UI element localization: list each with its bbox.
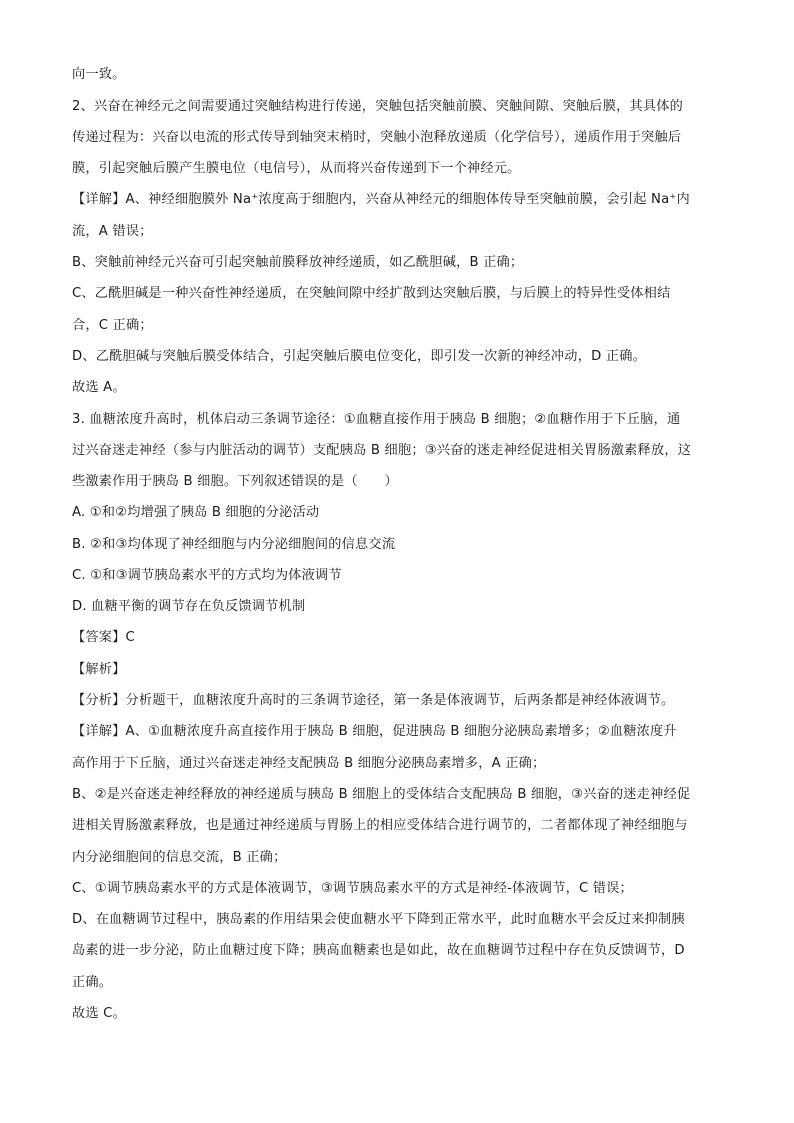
text-line: B、突触前神经元兴奋可引起突触前膜释放神经递质，如乙酰胆碱，B 正确；: [72, 255, 524, 270]
text-line: 高作用于下丘脑，通过兴奋迷走神经支配胰岛 B 细胞分泌胰岛素增多，A 正确；: [72, 756, 546, 771]
question-line: 些激素作用于胰岛 B 细胞。下列叙述错误的是（ ）: [72, 474, 398, 489]
text-line: 故选 A。: [72, 380, 126, 395]
text-line: 2、兴奋在神经元之间需要通过突触结构进行传递，突触包括突触前膜、突触间隙、突触后膜，其具体的: [72, 99, 684, 114]
text-line: 合，C 正确；: [72, 318, 153, 333]
text-line: 岛素的进一步分泌，防止血糖过度下降；胰高血糖素也是如此，故在血糖调节过程中存在负反馈调节，D: [72, 943, 685, 958]
question-line: 过兴奋迷走神经（参与内脏活动的调节）支配胰岛 B 细胞；③兴奋的迷走神经促进相关胃肠激素释放，这: [72, 443, 692, 458]
text-line: B、②是兴奋迷走神经释放的神经递质与胰岛 B 细胞上的受体结合支配胰岛 B 细胞，③兴奋的迷走神经促: [72, 787, 691, 802]
text-line: 向一致。: [72, 67, 126, 82]
text-line: 故选 C。: [72, 1006, 126, 1021]
option-c: C. ①和③调节胰岛素水平的方式均为体液调节: [72, 568, 342, 583]
text-line: 传递过程为：兴奋以电流的形式传导到轴突末梢时，突触小泡释放递质（化学信号），递质作用于突触后: [72, 130, 682, 145]
text-line: D、在血糖调节过程中，胰岛素的作用结果会使血糖水平下降到正常水平，此时血糖水平会反过来抑制胰: [72, 912, 685, 927]
text-line: D、乙酰胆碱与突触后膜受体结合，引起突触后膜电位变化，即引发一次新的神经冲动，D 正确。: [72, 349, 646, 364]
option-a: A. ①和②均增强了胰岛 B 细胞的分泌活动: [72, 505, 320, 520]
question-line: 3. 血糖浓度升高时，机体启动三条调节途径：①血糖直接作用于胰岛 B 细胞；②血糖作用于下丘脑，通: [72, 412, 681, 427]
text-line: 内分泌细胞间的信息交流，B 正确；: [72, 850, 287, 865]
text-line: C、①调节胰岛素水平的方式是体液调节，③调节胰岛素水平的方式是神经-体液调节，C 错误；: [72, 881, 633, 896]
text-line: 正确。: [72, 975, 113, 990]
text-line: C、乙酰胆碱是一种兴奋性神经递质，在突触间隙中经扩散到达突触后膜，与后膜上的特异性受体相结: [72, 286, 671, 301]
text-line: 进相关胃肠激素释放，也是通过神经递质与胃肠上的相应受体结合进行调节的，二者都体现了神经细胞与: [72, 818, 688, 833]
text-line: 【分析】分析题干，血糖浓度升高时的三条调节途径，第一条是体液调节，后两条都是神经体液调节。: [72, 693, 675, 708]
option-d: D. 血糖平衡的调节存在负反馈调节机制: [72, 599, 306, 614]
answer-line: 【答案】C: [72, 630, 135, 645]
text-line: 流，A 错误；: [72, 224, 153, 239]
text-line: 膜，引起突触后膜产生膜电位（电信号），从而将兴奋传递到下一个神经元。: [72, 161, 521, 176]
text-line: 【详解】A、神经细胞膜外 Na⁺浓度高于细胞内，兴奋从神经元的细胞体传导至突触前膜，会引起 Na⁺内: [72, 192, 690, 207]
text-line: 【详解】A、①血糖浓度升高直接作用于胰岛 B 细胞，促进胰岛 B 细胞分泌胰岛素增多；②血糖浓度升: [72, 724, 677, 739]
option-b: B. ②和③均体现了神经细胞与内分泌细胞间的信息交流: [72, 537, 396, 552]
analysis-heading: 【解析】: [72, 662, 126, 677]
